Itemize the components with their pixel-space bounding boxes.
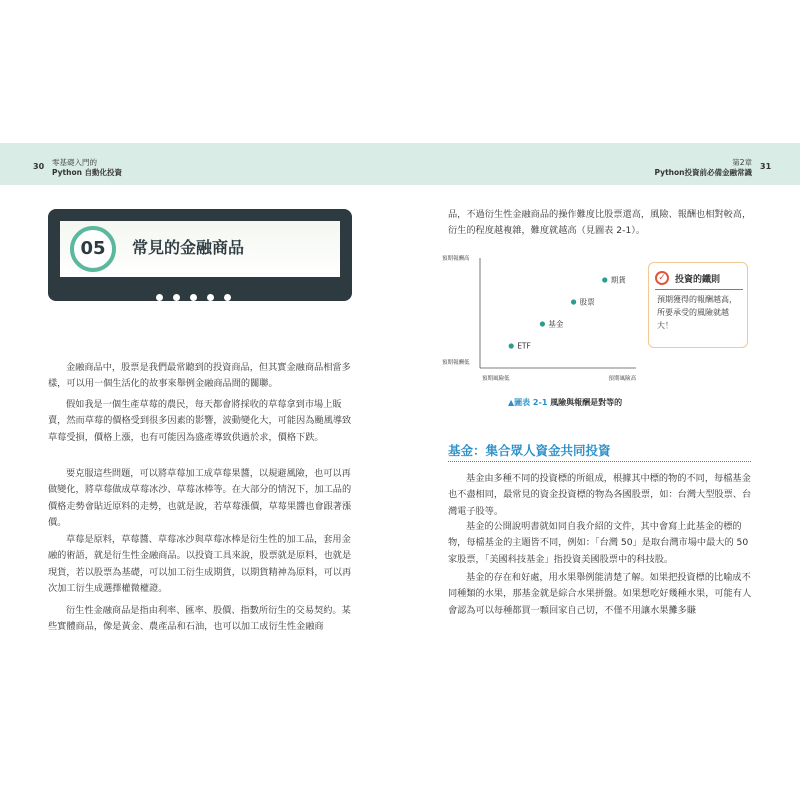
note-title: 投資的鐵則 (675, 275, 721, 285)
banner-dot (224, 294, 231, 301)
figure-caption-text: 風險與報酬是對等的 (550, 398, 623, 407)
rule-note-box (648, 262, 748, 348)
right-intro-paragraph: 品，不過衍生性金融商品的操作難度比股票還高，風險、報酬也相對較高，衍生的程度越複雜，難度就越高（見圖表 2-1）。 (448, 209, 752, 237)
left-paragraph: 要克服這些問題，可以將草莓加工成草莓果醬，以規避風險，也可以再做變化，將草莓做成草莓冰沙、草莓冰棒等。在大部分的情況下，加工品的價格走勢會貼近原料的走勢，也就是說，若草莓漲價，草莓果醬也會跟著漲價。 (48, 468, 352, 529)
right-chapter: 第2章 (732, 158, 752, 167)
chart-point-label-0: ETF (517, 341, 531, 351)
right-chapter-title: Python投資前必備金融常識 (654, 168, 752, 177)
figure-caption (508, 397, 622, 408)
section-banner-panel (60, 221, 340, 277)
chart-y-top-label: 預期報酬高 (442, 256, 470, 262)
note-title-row (655, 269, 745, 289)
section-banner (48, 209, 352, 301)
banner-dot (207, 294, 214, 301)
chart-point-0 (509, 343, 514, 348)
left-paragraph: 衍生性金融商品是指由利率、匯率、股價、指數所衍生的交易契約。某些實體商品，像是黃金、農產品和石油，也可以加工成衍生性金融商 (48, 605, 351, 633)
chart-points (509, 275, 627, 351)
section-number-badge: 05 (70, 226, 116, 272)
chart-point-3 (602, 277, 607, 282)
banner-dot (190, 294, 197, 301)
fund-paragraph: 基金的存在和好處，用水果舉例能清楚了解。如果把投資標的比喻成不同種類的水果，那基金就是綜合水果拼盤。如果想吃好幾種水果，可能有人會認為可以每種都買一顆回家自己切，不僅不用讓水果攤多賺 (448, 572, 752, 616)
fund-paragraph: 基金的公開說明書就如同自我介紹的文件，其中會寫上此基金的標的物，每檔基金的主題皆不同，例如：「台灣 50」是取台灣市場中最大的 50 家股票，「美國科技基金」指投資美國股票中的科技股。 (448, 521, 749, 565)
left-book-title-line1: 零基礎入門的 (52, 158, 97, 167)
left-book-title-line2: Python 自動化投資 (52, 168, 123, 177)
chart-x-left-label: 預期風險低 (482, 376, 510, 382)
banner-dot (156, 294, 163, 301)
fund-paragraph: 基金由多種不同的投資標的所組成，根據其中標的物的不同，每檔基金也不盡相同，最常見的資金投資標的物為各國股票，如：台灣大型股票、台灣電子股等。 (448, 473, 752, 517)
left-running-head (52, 158, 122, 178)
left-paragraph: 假如我是一個生產草莓的農民，每天都會將採收的草莓拿到市場上販賣，然而草莓的價格受到很多因素的影響，波動變化大，可能因為颱風導致草莓受損，價格上漲，也有可能因為盛產導致供過於求，價格下跌。 (48, 399, 352, 443)
chart-point-label-3: 期貨 (610, 275, 626, 285)
chart-point-2 (571, 299, 576, 304)
risk-return-chart (440, 250, 640, 390)
figure-number: ▲圖表 2-1 (508, 398, 548, 407)
banner-dots (156, 286, 241, 305)
right-page-number: 31 (760, 162, 772, 171)
note-body: 預期獲得的報酬越高，所要承受的風險就越大！ (657, 295, 737, 330)
chart-y-bottom-label: 預期報酬低 (442, 360, 470, 366)
fund-section-rule (448, 461, 751, 462)
chart-point-1 (540, 321, 545, 326)
fund-section-title: 基金：集合眾人資金共同投資 (448, 443, 611, 458)
right-running-head (655, 158, 752, 178)
chart-point-label-1: 基金 (548, 319, 564, 329)
left-paragraph: 草莓是原料，草莓醬、草莓冰沙與草莓冰棒是衍生性的加工品，套用金融的術語，就是衍生性金融商品。以投資工具來說，股票就是原料，也就是現貨，若以股票為基礎，可以加工衍生成期貨，以期貨精神為原料，可以再次加工衍生成選擇權微權證。 (48, 534, 352, 595)
left-paragraph: 金融商品中，股票是我們最常聽到的投資商品，但其實金融商品相當多樣，可以用一個生活化的故事來舉例金融商品間的關聯。 (48, 362, 351, 390)
chart-point-label-2: 股票 (579, 297, 595, 307)
left-page-number: 30 (33, 162, 45, 171)
note-divider (655, 289, 743, 290)
check-circle-icon: ✓ (655, 271, 669, 285)
section-title: 常見的金融商品 (132, 238, 245, 257)
banner-dot (173, 294, 180, 301)
chart-x-right-label: 預期風險高 (608, 376, 636, 382)
